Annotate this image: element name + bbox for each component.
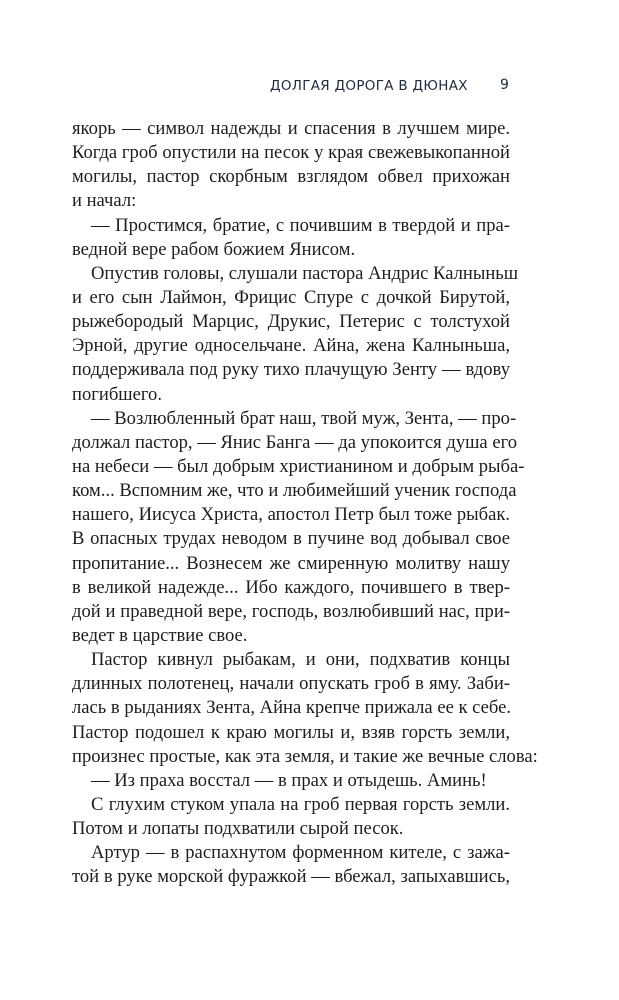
text-line: и его сын Лаймон, Фрицис Спуре с дочкой Бирутой,	[72, 286, 510, 308]
text-line: нашего, Иисуса Христа, апостол Петр был тоже рыбак.	[72, 504, 510, 526]
text-line: погибшего.	[72, 383, 162, 405]
text-line: лась в рыданиях Зента, Айна крепче прижала ее к себе.	[72, 697, 512, 719]
text-line: произнес простые, как эта земля, и такие же вечные слова:	[72, 745, 538, 767]
running-header	[0, 78, 619, 98]
text-line: В опасных трудах неводом в пучине вод добывал свое	[72, 528, 510, 550]
text-line: дой и праведной вере, господь, возлюбивший нас, при-	[72, 600, 510, 622]
text-line: и начал:	[72, 190, 137, 212]
text-line: той в руке морской фуражкой — вбежал, запыхавшись,	[72, 866, 510, 888]
text-line: должал пастор, — Янис Банга — да упокоится душа его	[72, 431, 518, 453]
text-line: ком... Вспомним же, что и любимейший ученик господа	[72, 480, 517, 502]
text-line: Потом и лопаты подхватили сырой песок.	[72, 818, 404, 840]
text-line: Пастор кивнул рыбакам, и они, подхватив концы	[91, 649, 510, 671]
text-line: рыжебородый Марцис, Друкис, Петерис с толстухой	[72, 311, 510, 333]
page-number: 9	[500, 77, 509, 93]
text-line: ведет в царствие свое.	[72, 624, 248, 646]
text-line: Опустив головы, слушали пастора Андрис Калныньш	[91, 262, 519, 284]
text-line: в великой надежде... Ибо каждого, почившего в твер-	[72, 576, 510, 598]
body-text	[72, 117, 538, 890]
text-line: С глухим стуком упала на гроб первая горсть земли.	[91, 793, 510, 815]
text-line: — Из праха восстал — в прах и отыдешь. Аминь!	[91, 769, 487, 791]
text-line: — Простимся, братие, с почившим в твердой и пра-	[91, 214, 510, 236]
text-line: на небеси — был добрым христианином и добрым рыба-	[72, 455, 525, 477]
text-line: Когда гроб опустили на песок у края свежевыкопанной	[72, 142, 510, 164]
text-line: ведной вере рабом божием Янисом.	[72, 238, 356, 260]
text-line: — Возлюбленный брат наш, твой муж, Зента, — про-	[91, 407, 517, 429]
text-line: могилы, пастор скорбным взглядом обвел прихожан	[72, 166, 510, 188]
text-line: Эрной, другие односельчане. Айна, жена Калныньша,	[72, 335, 510, 357]
text-line: Артур — в распахнутом форменном кителе, с зажа-	[91, 842, 510, 864]
text-line: якорь — символ надежды и спасения в лучшем мире.	[72, 118, 510, 139]
running-title: ДОЛГАЯ ДОРОГА В ДЮНАХ	[270, 78, 468, 94]
text-line: Пастор подошел к краю могилы и, взяв горсть земли,	[72, 721, 510, 743]
text-line: пропитание... Вознесем же смиренную молитву нашу	[72, 552, 510, 574]
text-line: длинных полотенец, начали опускать гроб в яму. Заби-	[72, 673, 510, 695]
text-line: поддерживала под руку тихо плачущую Зенту — вдову	[72, 359, 510, 381]
